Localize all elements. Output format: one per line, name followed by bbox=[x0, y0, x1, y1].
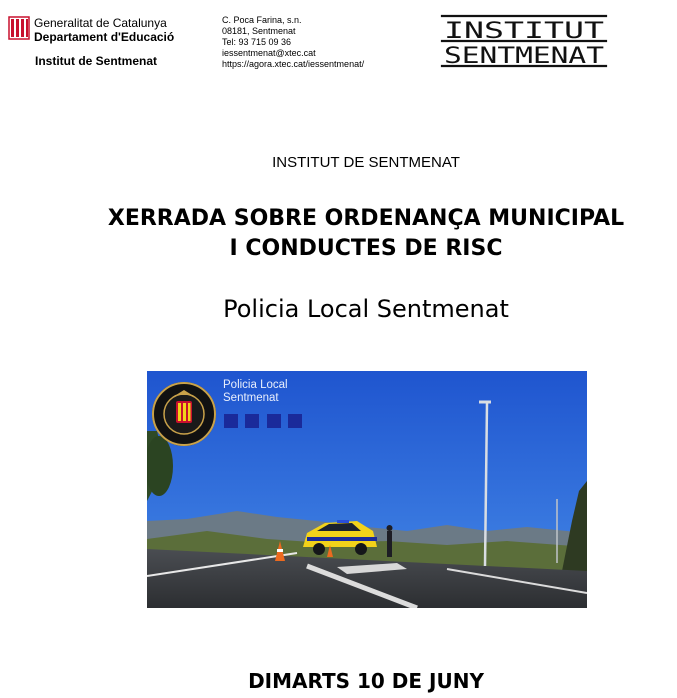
blue-square bbox=[224, 414, 238, 428]
blue-square bbox=[267, 414, 281, 428]
police-photo bbox=[147, 371, 587, 608]
title-line-2: I CONDUCTES DE RISC bbox=[229, 236, 503, 261]
address-postcode: 08181, Sentmenat bbox=[222, 26, 296, 36]
overlay-line-1: Policia Local bbox=[223, 379, 288, 391]
address-email[interactable]: iessentmenat@xtec.cat bbox=[222, 48, 316, 58]
address-street: C. Poca Farina, s.n. bbox=[222, 15, 302, 25]
department-name: Departament d'Educació bbox=[34, 30, 175, 44]
address-website[interactable]: https://agora.xtec.cat/iessentmenat/ bbox=[222, 59, 365, 69]
logo-text-top: INSTITUT bbox=[444, 19, 604, 44]
photo-overlay-text bbox=[223, 379, 288, 405]
logo-text-bottom: SENTMENAT bbox=[444, 44, 604, 68]
subtitle: Policia Local Sentmenat bbox=[223, 295, 509, 323]
address-block bbox=[222, 15, 364, 70]
address-phone: Tel: 93 715 09 36 bbox=[222, 37, 292, 47]
blue-square bbox=[245, 414, 259, 428]
police-badge-icon bbox=[152, 382, 216, 446]
road-scene-image bbox=[147, 371, 587, 608]
blue-square bbox=[288, 414, 302, 428]
overlay-line-2: Sentmenat bbox=[223, 392, 279, 404]
organization-heading: INSTITUT DE SENTMENAT bbox=[272, 154, 460, 171]
title-line-1: XERRADA SOBRE ORDENANÇA MUNICIPAL bbox=[107, 206, 625, 231]
institut-sentmenat-logo bbox=[440, 14, 608, 68]
institut-name: Institut de Sentmenat bbox=[35, 54, 158, 68]
generalitat-emblem-icon bbox=[8, 16, 30, 40]
generalitat-name: Generalitat de Catalunya bbox=[34, 16, 167, 30]
event-date: DIMARTS 10 DE JUNY bbox=[248, 669, 484, 693]
